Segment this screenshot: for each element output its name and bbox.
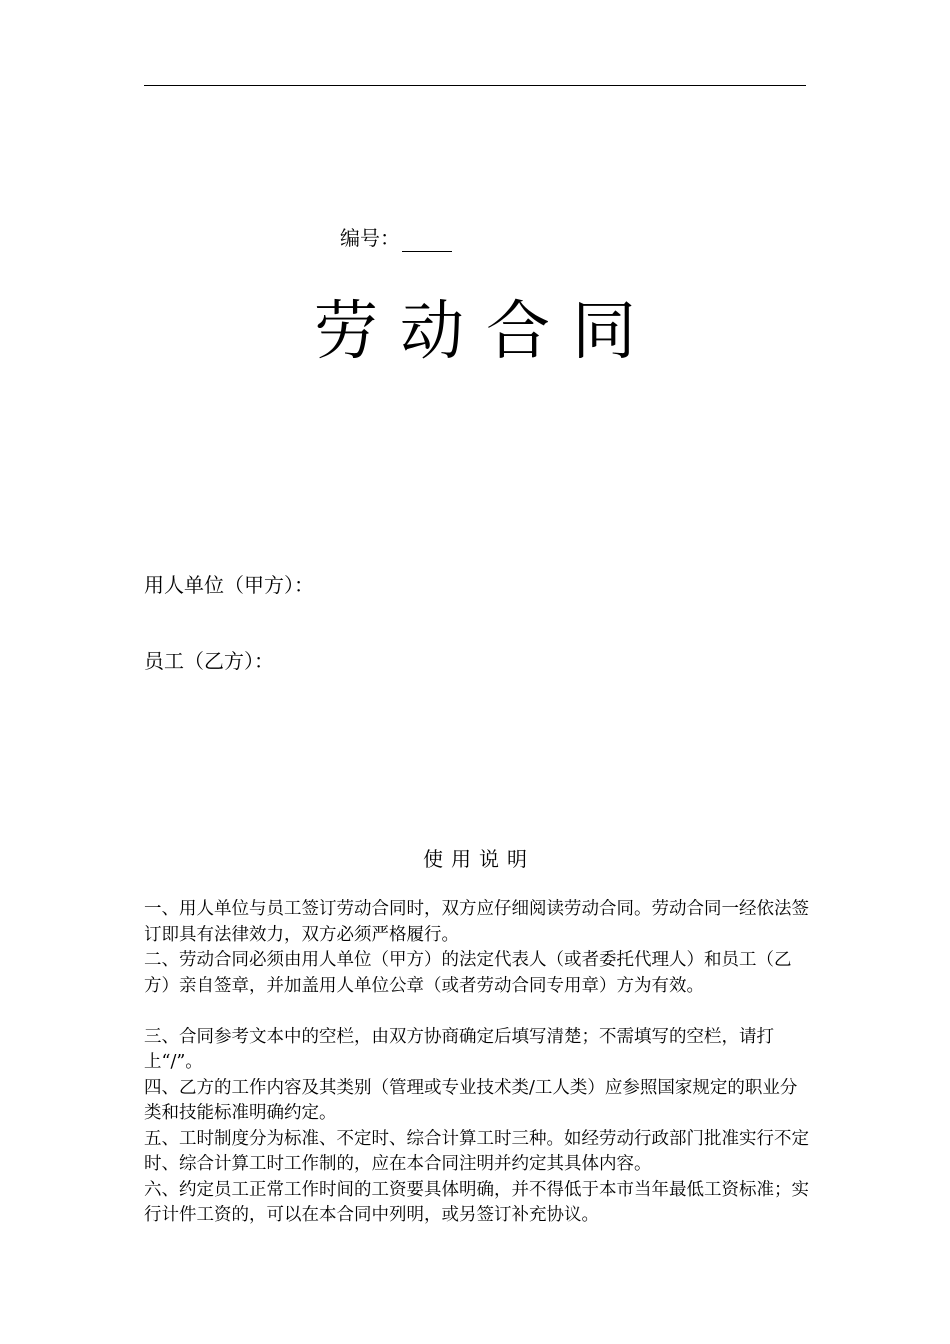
header-rule [144, 85, 806, 86]
employer-label: 用人单位（甲方）： [144, 573, 314, 597]
contract-number-line [340, 224, 452, 252]
document-title: 劳动合同 [314, 295, 658, 369]
instruction-item: 二、劳动合同必须由用人单位（甲方）的法定代表人（或者委托代理人）和员工（乙方）亲自签章，并加盖用人单位公章（或者劳动合同专用章）方为有效。 [144, 950, 792, 996]
contract-number-blank[interactable] [402, 231, 452, 252]
instruction-item: 一、用人单位与员工签订劳动合同时，双方应仔细阅读劳动合同。劳动合同一经依法签订即具有法律效力，双方必须严格履行。 [144, 899, 809, 945]
instruction-item: 五、工时制度分为标准、不定时、综合计算工时三种。如经劳动行政部门批准实行不定时、综合计算工时工作制的，应在本合同注明并约定其具体内容。 [144, 1128, 809, 1174]
instructions-heading: 使用说明 [423, 847, 535, 871]
instruction-item: 三、合同参考文本中的空栏，由双方协商确定后填写清楚；不需填写的空栏，请打上“/”。 [144, 1026, 774, 1072]
instruction-item: 六、约定员工正常工作时间的工资要具体明确，并不得低于本市当年最低工资标准；实行计件工资的，可以在本合同中列明，或另签订补充协议。 [144, 1179, 809, 1225]
employee-label: 员工（乙方）： [144, 649, 274, 673]
instructions-list [144, 897, 814, 1229]
instruction-spacer [144, 999, 814, 1025]
contract-number-label: 编号： [340, 226, 400, 250]
instruction-item: 四、乙方的工作内容及其类别（管理或专业技术类/工人类）应参照国家规定的职业分类和技能标准明确约定。 [144, 1077, 798, 1123]
